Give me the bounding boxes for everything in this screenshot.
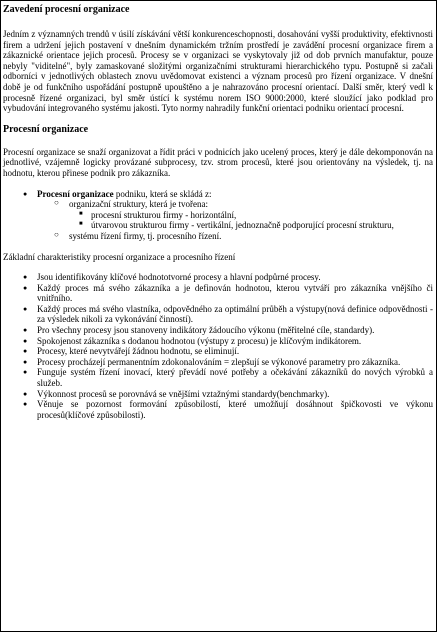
- paragraph-characteristics-heading: Základní charakteristiky procesní organizace a procesního řízení: [3, 251, 236, 262]
- sublist-item: [69, 199, 433, 231]
- list-item: ● Každý proces má svého zákazníka a je definován hodnotou, kterou vytváří pro zákazníka vnějšího či vnitřního.: [37, 283, 433, 304]
- section-heading-zavedeni: Zavedení procesní organizace: [3, 4, 130, 15]
- list-item: ● Funguje systém řízení inovací, který převádí nové potřeby a očekávání zákazníků do nových výrobků a služeb.: [37, 367, 433, 388]
- list-item: ● Věnuje se pozornost formování způsobilostí, které umožňují dosáhnout špičkovosti ve výkonu procesů(klíčové způsobilosti).: [37, 399, 433, 420]
- sublist-item: [69, 231, 433, 242]
- sublist-item-text: organizační struktury, která je tvořena:: [69, 199, 208, 210]
- characteristics-list: [3, 272, 433, 420]
- list-item: ● Jsou identifikovány klíčové hodnototvorné procesy a hlavní podpůrné procesy.: [37, 272, 433, 283]
- document-content: [1, 1, 436, 420]
- section-heading-procesni-organizace: Procesní organizace: [3, 123, 89, 135]
- paragraph-definition: Procesní organizace se snaží organizovat a řídit práci v podnicích jako ucelený proces, který je dále dekomponován na jednotlivé, vzájemně logicky provázané subprocesy, tzv. strom procesů, které jsou orientovány na výsledek, tj. na hodnotu, kterou přinese podnik pro zákazníka.: [3, 146, 433, 178]
- list-item-text: podniku, která se skládá z:: [113, 188, 212, 199]
- organization-list: [3, 189, 433, 242]
- paragraph-intro: Jedním z významných trendů v úsilí získávání větší konkurenceschopnosti, dosahování vyšší produktivity, efektivnosti firem a udržení jejich postavení v dnešním dynamickém tržním prostředí je zavádění procesní organizace firem a zákaznické orientace jejich procesů. Procesy se v organizaci se vyskytovaly již od dob prvních manufaktur, pouze nebyly "viditelné", byly zamaskované složitými organizačními strukturami hierarchického typu. Postupně si začali odborníci v jednotlivých oblastech znovu uvědomovat existenci a význam procesů pro řízení organizace. V dnešní době je od funkčního uspořádání postupně upouštěno a je nahrazováno procesní orientací. Další směr, který vedl k procesně řízené organizaci, byl směr ústící k systému norem ISO 9000:2000, které sloužící jako podklad pro vybudování integrovaného systému jakosti. Tyto normy nahradily funkční orientaci podniku orientací procesní.: [3, 29, 433, 114]
- list-item-bold-lead: Procesní organizace: [37, 188, 114, 199]
- sublist: [37, 199, 433, 241]
- list-item: ● Spokojenost zákazníka s dodanou hodnotou (výstupy z procesu) je klíčovým indikátorem.: [37, 336, 433, 347]
- list-item: ● Procesy procházejí permanentním zdokonalováním = zlepšují se výkonové parametry pro zákazníka.: [37, 357, 433, 368]
- subsublist-item: ■ procesní strukturou firmy - horizontální,: [91, 210, 433, 221]
- subsublist-item: ■ útvarovou strukturou firmy - vertikální, jednoznačně podporující procesní strukturu,: [91, 220, 433, 231]
- list-item: ● Každý proces má svého vlastníka, odpovědného za optimální průběh a výstupy(nová definice odpovědnosti - za výsledek nikoli za vykonávání činností).: [37, 304, 433, 325]
- list-item: ● Procesy, které nevytvářejí žádnou hodnotu, se eliminují.: [37, 346, 433, 357]
- sublist-item-text: systému řízení firmy, tj. procesního řízení.: [69, 230, 222, 241]
- list-item: ● Pro všechny procesy jsou stanoveny indikátory žádoucího výkonu (měřitelné cíle, standardy).: [37, 325, 433, 336]
- subsublist: [69, 210, 433, 231]
- list-item: [37, 189, 433, 242]
- list-item: ● Výkonnost procesů se porovnává se vnějšími vztažnými standardy(benchmarky).: [37, 389, 433, 400]
